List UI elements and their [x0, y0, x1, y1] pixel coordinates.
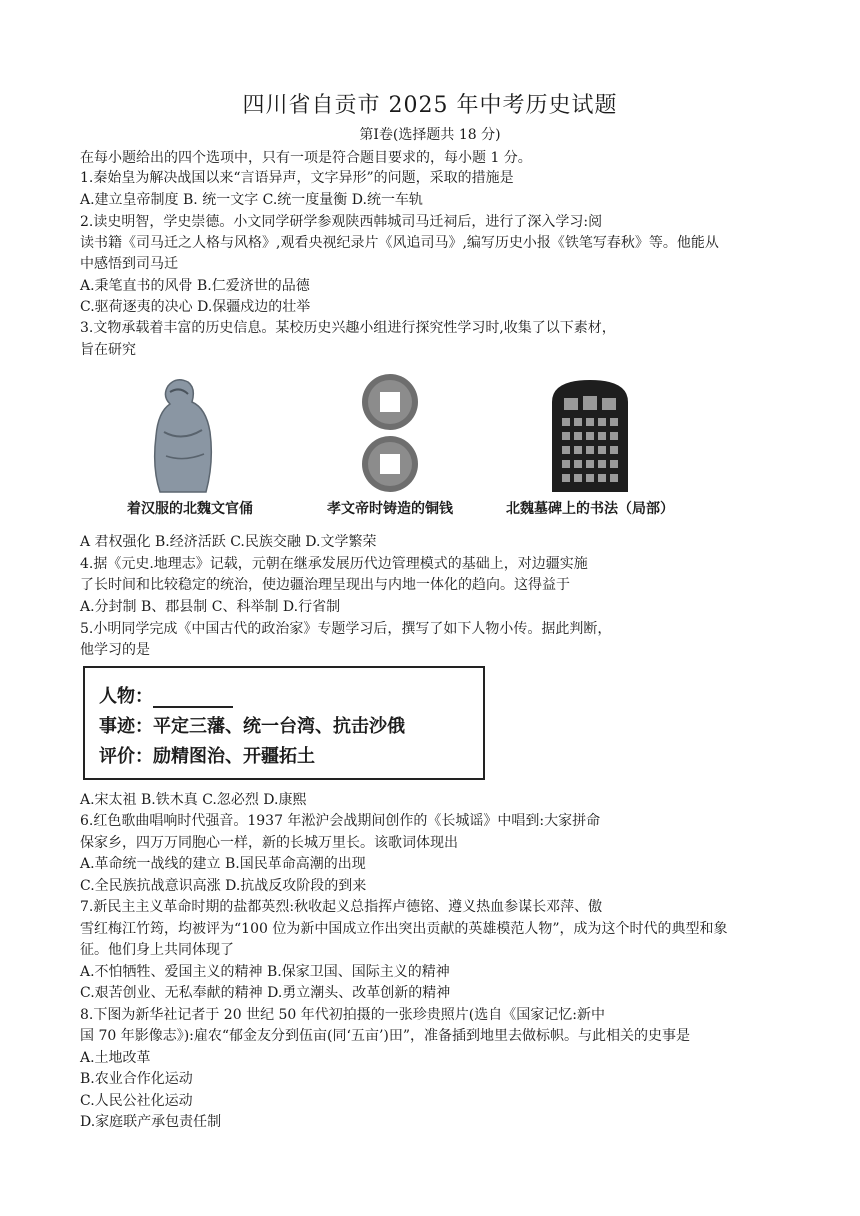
question-7-stem: 征。他们身上共同体现了	[80, 942, 234, 958]
coins-figure	[290, 372, 490, 522]
question-8-option-a: A.土地改革	[80, 1050, 151, 1066]
question-4-stem: 4.据《元史.地理志》记载，元朝在继承发展历代边管理模式的基础上，对边疆实施	[80, 556, 588, 572]
question-6-stem: 6.红色歌曲唱响时代强音。1937 年淞沪会战期间创作的《长城谣》中唱到:大家拼命	[80, 813, 601, 829]
question-7-stem: 雪红梅江竹筠，均被评为“100 位为新中国成立作出突出贡献的英雄模范人物”，成为这个时代的典型和象	[80, 921, 728, 937]
question-8-option-d: D.家庭联产承包责任制	[80, 1114, 222, 1130]
question-8-stem: 8.下图为新华社记者于 20 世纪 50 年代初拍摄的一张珍贵照片(选自《国家记忆:新中	[80, 1007, 605, 1023]
question-5-stem: 5.小明同学完成《中国古代的政治家》专题学习后，撰写了如下人物小传。据此判断，	[80, 621, 612, 637]
bronze-coins-image	[290, 372, 490, 497]
figure-caption: 着汉服的北魏文官俑	[127, 501, 253, 517]
section-subtitle: 第Ⅰ卷(选择题共 18 分)	[359, 127, 501, 143]
question-3-figures	[80, 372, 700, 522]
stele-calligraphy-image	[490, 372, 690, 497]
figure-caption: 北魏墓碑上的书法（局部）	[506, 501, 674, 517]
question-1-options: A.建立皇帝制度 B. 统一文字 C.统一度量衡 D.统一车轨	[80, 192, 423, 208]
question-5-options: A.宋太祖 B.铁木真 C.忽必烈 D.康熙	[80, 792, 307, 808]
question-5-stem: 他学习的是	[80, 642, 150, 658]
bio-person-blank	[153, 688, 233, 708]
official-figurine-image	[90, 372, 290, 497]
question-7-options: C.艰苦创业、无私奉献的精神 D.勇立潮头、改革创新的精神	[80, 985, 451, 1001]
question-6-stem: 保家乡，四万万同胞心一样，新的长城万里长。该歌词体现出	[80, 835, 458, 851]
question-2-options: C.驱荷逐夷的决心 D.保疆戍边的壮举	[80, 299, 311, 315]
question-8-option-c: C.人民公社化运动	[80, 1093, 193, 1109]
question-2-stem: 2.读史明智，学史崇德。小文同学研学参观陕西韩城司马迁祠后，进行了深入学习:阅	[80, 214, 603, 230]
bio-person-row	[99, 682, 233, 708]
figure-caption: 孝文帝时铸造的铜钱	[327, 501, 453, 517]
question-2-stem: 读书籍《司马迁之人格与风格》,观看央视纪录片《风追司马》,编写历史小报《铁笔写春秋》等。他能从	[80, 235, 719, 251]
bio-deeds: 事迹：平定三藩、统一台湾、抗击沙俄	[99, 716, 405, 737]
question-8-stem: 国 70 年影像志》):雇农“郁金友分到伍亩(同‘五亩’)田”，准备插到地里去做标帜。与此相关的史事是	[80, 1028, 691, 1044]
question-2-stem: 中感悟到司马迁	[80, 256, 178, 272]
question-7-options: A.不怕牺牲、爱国主义的精神 B.保家卫国、国际主义的精神	[80, 964, 450, 980]
question-7-stem: 7.新民主主义革命时期的盐都英烈:秋收起义总指挥卢德铭、遵义热血参谋长邓萍、傲	[80, 899, 603, 915]
question-8-option-b: B.农业合作化运动	[80, 1071, 193, 1087]
stele-figure	[490, 372, 690, 522]
question-3-stem: 旨在研究	[80, 342, 136, 358]
question-2-options: A.秉笔直书的风骨 B.仁爱济世的品德	[80, 278, 310, 294]
question-6-options: A.革命统一战线的建立 B.国民革命高潮的出现	[80, 856, 366, 872]
page-title: 四川省自贡市 2025 年中考历史试题	[242, 93, 618, 118]
biography-card	[83, 666, 485, 780]
bio-evaluation: 评价：励精图治、开疆拓土	[99, 746, 315, 767]
question-3-stem: 3.文物承载着丰富的历史信息。某校历史兴趣小组进行探究性学习时,收集了以下素材，	[80, 320, 616, 336]
question-4-options: A.分封制 B、郡县制 C、科举制 D.行省制	[80, 599, 341, 615]
question-1-stem: 1.秦始皇为解决战国以来“言语异声，文字异形”的问题，采取的措施是	[80, 170, 514, 186]
question-4-stem: 了长时间和比较稳定的统治，使边疆治理呈现出与内地一体化的趋向。这得益于	[80, 577, 570, 593]
question-3-options: A 君权强化 B.经济活跃 C.民族交融 D.文学繁荣	[80, 534, 377, 550]
instruction-text: 在每小题给出的四个选项中，只有一项是符合题目要求的，每小题 1 分。	[80, 150, 532, 166]
figurine-figure	[90, 372, 290, 522]
bio-person-label: 人物：	[99, 686, 153, 707]
question-6-options: C.全民族抗战意识高涨 D.抗战反攻阶段的到来	[80, 878, 367, 894]
